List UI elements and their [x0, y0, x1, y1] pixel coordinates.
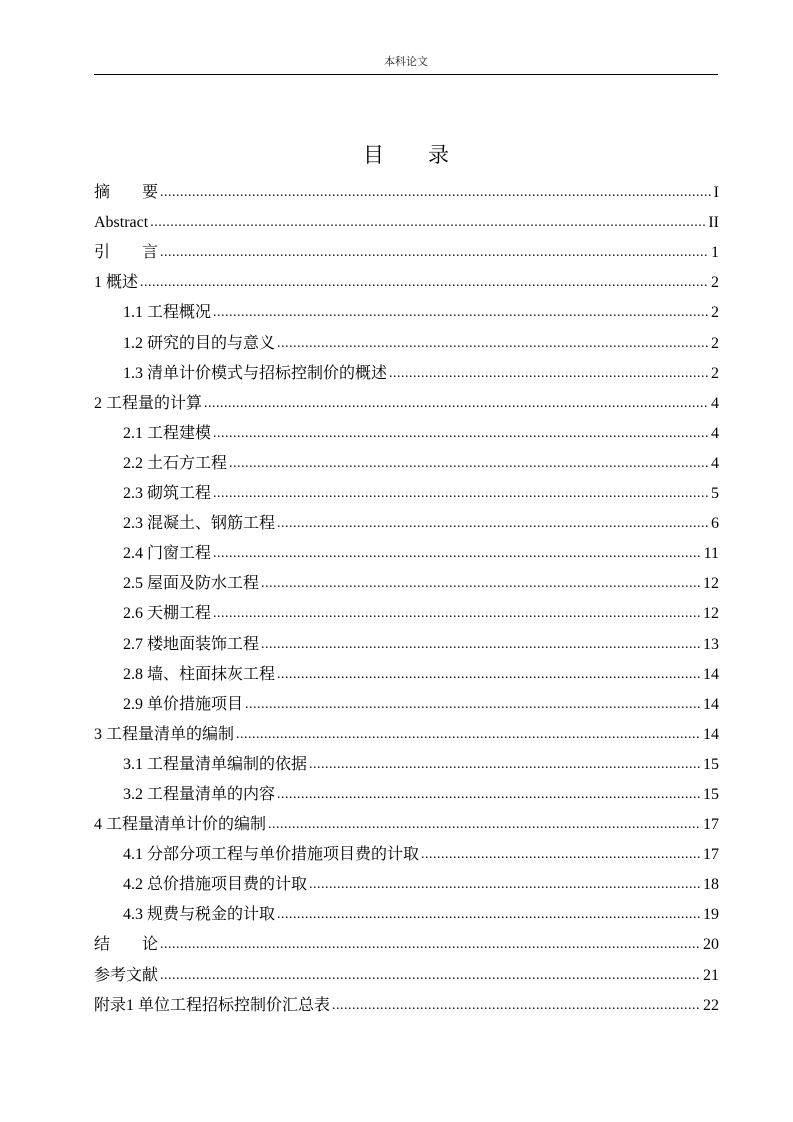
toc-dot-leader — [150, 213, 706, 234]
toc-entry[interactable] — [94, 836, 719, 866]
toc-dot-leader — [261, 574, 701, 595]
toc-dot-leader — [277, 334, 709, 355]
toc-dot-leader — [389, 364, 709, 385]
toc-entry-page-number: 22 — [703, 996, 719, 1014]
toc-dot-leader — [204, 394, 709, 415]
toc-entry-label: 2.8 墙、柱面抹灰工程 — [123, 665, 276, 683]
toc-entry-page-number: II — [708, 214, 719, 232]
toc-entry-label: 4.2 总价措施项目费的计取 — [123, 876, 308, 894]
toc-entry-label: 2.6 天棚工程 — [123, 605, 212, 623]
toc-entry-label: 1.3 清单计价模式与招标控制价的概述 — [123, 364, 388, 382]
toc-entry[interactable] — [94, 625, 719, 655]
toc-dot-leader — [277, 665, 701, 686]
toc-dot-leader — [160, 966, 701, 987]
toc-entry-page-number: 5 — [711, 485, 719, 503]
toc-entry[interactable] — [94, 565, 719, 595]
toc-entry-page-number: 2 — [711, 304, 719, 322]
toc-entry-label: 2.9 单价措施项目 — [123, 695, 244, 713]
toc-entry-label: 参考文献 — [94, 966, 159, 984]
toc-entry-label: 摘 要 — [94, 184, 159, 202]
toc-dot-leader — [236, 725, 701, 746]
toc-dot-leader — [268, 815, 701, 836]
toc-entry[interactable] — [94, 595, 719, 625]
toc-entry-label: 2.3 混凝土、钢筋工程 — [123, 515, 276, 533]
toc-entry-page-number: 4 — [711, 394, 719, 412]
toc-dot-leader — [309, 755, 701, 776]
toc-entry-label: 3.2 工程量清单的内容 — [123, 785, 276, 803]
table-of-contents — [94, 174, 719, 1017]
toc-dot-leader — [229, 454, 709, 475]
toc-dot-leader — [160, 183, 712, 204]
toc-dot-leader — [261, 635, 701, 656]
toc-entry-label: 1 概述 — [94, 274, 139, 292]
toc-entry[interactable] — [94, 475, 719, 505]
toc-entry-page-number: 20 — [703, 936, 719, 954]
toc-entry-label: 附录1 单位工程招标控制价汇总表 — [94, 996, 331, 1014]
toc-entry[interactable] — [94, 776, 719, 806]
toc-entry[interactable] — [94, 505, 719, 535]
toc-entry-label: 1.2 研究的目的与意义 — [123, 334, 276, 352]
toc-entry[interactable] — [94, 686, 719, 716]
toc-entry-label: Abstract — [94, 214, 149, 232]
toc-entry[interactable] — [94, 866, 719, 896]
toc-entry-label: 2.7 楼地面装饰工程 — [123, 635, 260, 653]
toc-entry-page-number: 1 — [711, 244, 719, 262]
toc-entry-page-number: 17 — [703, 846, 719, 864]
toc-dot-leader — [277, 785, 701, 806]
toc-entry[interactable] — [94, 385, 719, 415]
toc-entry-page-number: 19 — [703, 906, 719, 924]
toc-entry-page-number: 13 — [703, 635, 719, 653]
toc-entry[interactable] — [94, 987, 719, 1017]
toc-entry-label: 2.2 土石方工程 — [123, 454, 228, 472]
toc-entry[interactable] — [94, 746, 719, 776]
toc-entry-label: 2.1 工程建模 — [123, 424, 212, 442]
toc-entry-label: 4.1 分部分项工程与单价措施项目费的计取 — [123, 846, 420, 864]
toc-entry-page-number: 14 — [703, 725, 719, 743]
toc-entry-page-number: 12 — [703, 605, 719, 623]
toc-entry[interactable] — [94, 926, 719, 956]
toc-entry-label: 2.4 门窗工程 — [123, 545, 212, 563]
toc-dot-leader — [213, 604, 701, 625]
toc-dot-leader — [309, 875, 701, 896]
toc-dot-leader — [213, 303, 709, 324]
toc-entry-label: 引 言 — [94, 244, 159, 262]
toc-entry-page-number: 6 — [711, 515, 719, 533]
toc-entry-page-number: I — [713, 184, 719, 202]
toc-entry-page-number: 17 — [703, 816, 719, 834]
toc-entry-page-number: 18 — [703, 876, 719, 894]
toc-dot-leader — [277, 514, 709, 535]
toc-entry-page-number: 21 — [703, 966, 719, 984]
toc-entry[interactable] — [94, 355, 719, 385]
toc-entry-page-number: 2 — [711, 364, 719, 382]
toc-dot-leader — [160, 935, 701, 956]
toc-entry[interactable] — [94, 716, 719, 746]
toc-entry[interactable] — [94, 415, 719, 445]
toc-dot-leader — [213, 484, 709, 505]
toc-entry[interactable] — [94, 445, 719, 475]
toc-entry[interactable] — [94, 234, 719, 264]
toc-entry[interactable] — [94, 896, 719, 926]
page-title — [94, 141, 718, 169]
toc-entry-page-number: 4 — [711, 454, 719, 472]
toc-entry-page-number: 11 — [703, 545, 719, 563]
toc-entry-label: 4 工程量清单计价的编制 — [94, 816, 267, 834]
toc-entry-page-number: 4 — [711, 424, 719, 442]
toc-entry-page-number: 15 — [703, 785, 719, 803]
toc-dot-leader — [421, 845, 701, 866]
toc-entry-page-number: 2 — [711, 334, 719, 352]
toc-dot-leader — [277, 905, 701, 926]
toc-entry[interactable] — [94, 294, 719, 324]
toc-entry[interactable] — [94, 174, 719, 204]
toc-entry[interactable] — [94, 535, 719, 565]
toc-dot-leader — [213, 424, 709, 445]
toc-dot-leader — [140, 273, 709, 294]
toc-entry[interactable] — [94, 324, 719, 354]
header-text: 本科论文 — [384, 56, 428, 68]
toc-dot-leader — [332, 996, 701, 1017]
toc-entry[interactable] — [94, 204, 719, 234]
toc-entry[interactable] — [94, 956, 719, 986]
toc-dot-leader — [213, 544, 702, 565]
toc-entry-label: 2 工程量的计算 — [94, 394, 203, 412]
toc-entry-page-number: 2 — [711, 274, 719, 292]
title-char-left: 目 — [363, 143, 384, 167]
toc-entry-label: 2.3 砌筑工程 — [123, 485, 212, 503]
toc-entry-page-number: 14 — [703, 695, 719, 713]
toc-entry-label: 3 工程量清单的编制 — [94, 725, 235, 743]
toc-entry-label: 2.5 屋面及防水工程 — [123, 575, 260, 593]
toc-entry-page-number: 12 — [703, 575, 719, 593]
toc-entry-label: 3.1 工程量清单编制的依据 — [123, 755, 308, 773]
toc-entry-label: 4.3 规费与税金的计取 — [123, 906, 276, 924]
toc-dot-leader — [160, 243, 709, 264]
title-char-right: 录 — [428, 143, 449, 167]
page-header — [94, 56, 718, 75]
toc-entry-page-number: 14 — [703, 665, 719, 683]
toc-entry[interactable] — [94, 656, 719, 686]
toc-dot-leader — [245, 695, 701, 716]
toc-entry-label: 1.1 工程概况 — [123, 304, 212, 322]
toc-entry-label: 结 论 — [94, 936, 159, 954]
toc-entry[interactable] — [94, 806, 719, 836]
toc-entry[interactable] — [94, 264, 719, 294]
toc-entry-page-number: 15 — [703, 755, 719, 773]
